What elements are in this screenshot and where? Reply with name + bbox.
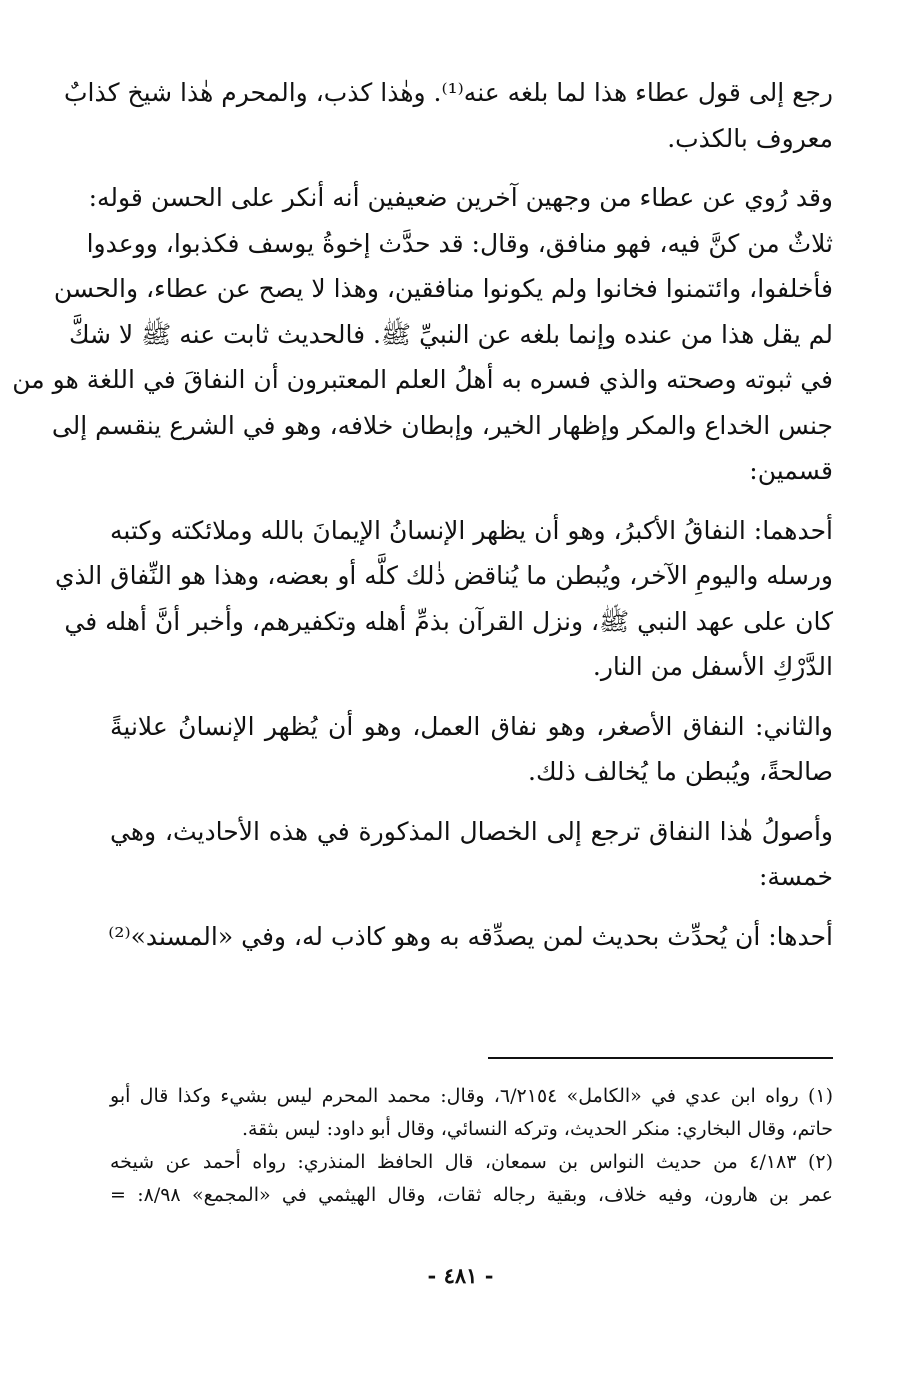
text-line: رجع إلى قول عطاء هذا لما بلغه عنه⁽¹⁾. وهٰذا كذب، والمحرم هٰذا شيخ كذابٌ xyxy=(64,78,833,107)
text-line: والثاني: النفاق الأصغر، وهو نفاق العمل، وهو أن يُظهر الإنسانُ علانيةً xyxy=(110,711,833,741)
text-line: صالحةً، ويُبطن ما يُخالف ذلك. xyxy=(528,757,833,786)
paragraph xyxy=(110,704,833,795)
text-line: وقد رُوي عن عطاء من وجهين آخرين ضعيفين أنه أنكر على الحسن قوله: xyxy=(88,183,833,212)
footnotes xyxy=(110,1080,833,1212)
paragraph xyxy=(64,70,833,161)
text-line: لم يقل هذا من عنده وإنما بلغه عن النبيِّ ﷺ. فالحديث ثابت عنه ﷺ لا شكَّ xyxy=(68,319,833,349)
text-line: الدَّرْكِ الأسفل من النار. xyxy=(592,652,833,681)
text-line: ورسله واليومِ الآخر، ويُبطن ما يُناقض ذٰلك كلَّه أو بعضه، وهذا هو النِّفاق الذي xyxy=(54,561,833,590)
text-line: وأصولُ هٰذا النفاق ترجع إلى الخصال المذكورة في هذه الأحاديث، وهي xyxy=(110,816,833,846)
text-line: جنس الخداع والمكر وإظهار الخير، وإبطان خلافه، وهو في الشرع ينقسم إلى xyxy=(51,410,833,440)
text-line: قسمين: xyxy=(749,456,833,485)
main-text xyxy=(12,70,833,959)
footnote-line: حاتم، وقال البخاري: منكر الحديث، وتركه النسائي، وقال أبو داود: ليس بثقة. xyxy=(241,1118,833,1140)
text-line: خمسة: xyxy=(758,862,833,891)
footnote-line: (١) رواه ابن عدي في «الكامل» ٦/٢١٥٤، وقال: محمد المحرم ليس بشيء وكذا قال أبو xyxy=(110,1085,834,1107)
footnote xyxy=(110,1146,833,1212)
paragraph xyxy=(110,809,833,900)
text-line: فأخلفوا، وائتمنوا فخانوا ولم يكونوا منافقين، وهذا لا يصح عن عطاء، والحسن xyxy=(53,274,833,303)
footnote-line: عمر بن هارون، وفيه خلاف، وبقية رجاله ثقات، وقال الهيثمي في «المجمع» ٨/٩٨: = xyxy=(110,1184,833,1206)
text-line: كان على عهد النبي ﷺ، ونزل القرآن بذمِّ أهله وتكفيرهم، وأخبر أنَّ أهله في xyxy=(64,606,833,636)
text-line: أحدهما: النفاقُ الأكبرُ، وهو أن يظهر الإنسانُ الإيمانَ بالله وملائكته وكتبه xyxy=(110,515,833,545)
text-line: ثلاثٌ من كنَّ فيه، فهو منافق، وقال: قد حدَّث إخوةُ يوسف فكذبوا، ووعدوا xyxy=(86,228,833,258)
page-number: - ٤٨١ - xyxy=(427,1263,494,1288)
paragraph xyxy=(110,914,833,960)
text-line: في ثبوته وصحته والذي فسره به أهلُ العلم المعتبرون أن النفاقَ في اللغة هو من xyxy=(12,365,833,394)
paragraph xyxy=(12,175,833,494)
footnote xyxy=(110,1080,833,1146)
footnote-separator xyxy=(488,1057,833,1059)
footnote-line: (٢) ٤/١٨٣ من حديث النواس بن سمعان، قال الحافظ المنذري: رواه أحمد عن شيخه xyxy=(110,1151,834,1173)
paragraph xyxy=(54,508,833,690)
text-line: معروف بالكذب. xyxy=(667,123,833,153)
text-line: أحدها: أن يُحدِّث بحديث لمن يصدِّقه به وهو كاذب له، وفي «المسند»⁽²⁾ xyxy=(108,921,833,951)
